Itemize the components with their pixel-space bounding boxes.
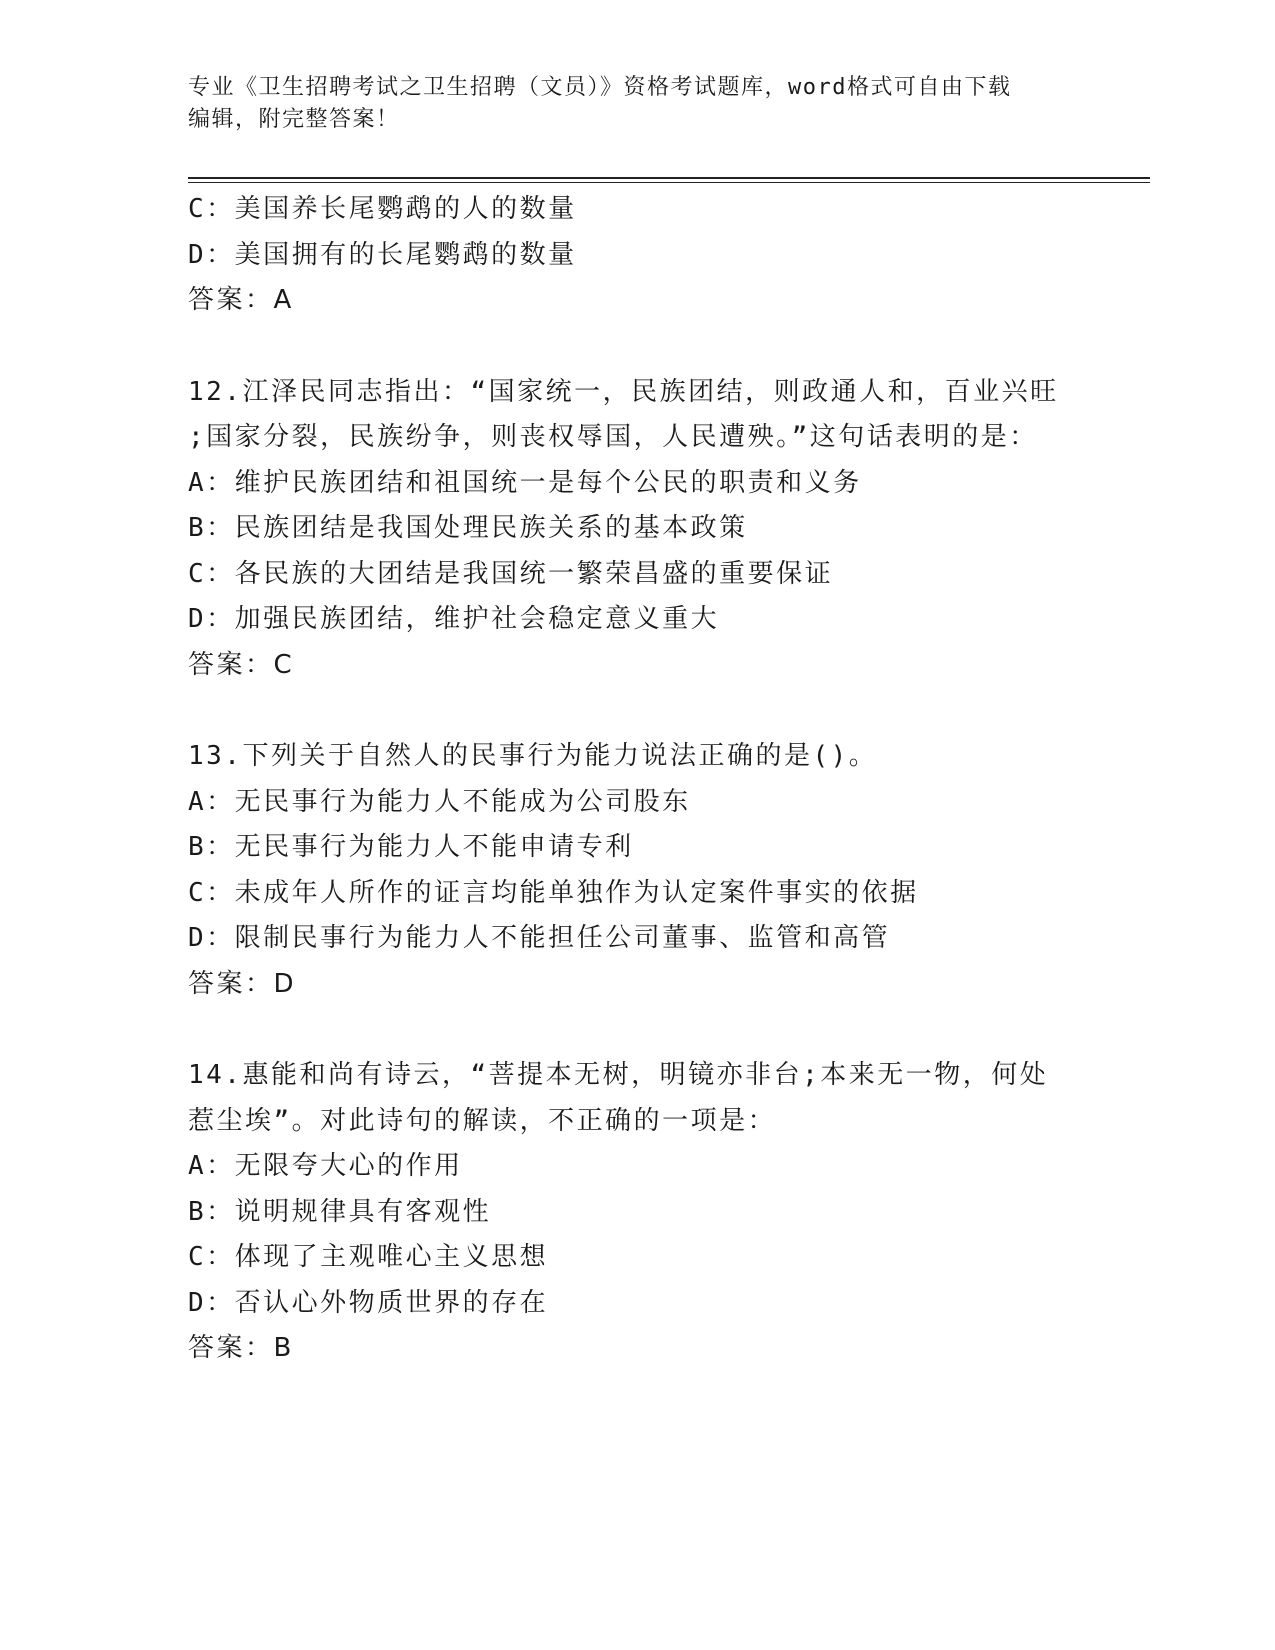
option-b: B：无民事行为能力人不能申请专利 [188, 832, 634, 862]
option-c: C：各民族的大团结是我国统一繁荣昌盛的重要保证 [188, 558, 834, 589]
spacer [188, 324, 1088, 370]
question-stem: ;国家分裂，民族纷争，则丧权辱国，人民遭殃。”这句话表明的是： [188, 422, 1038, 452]
option-a: A：维护民族团结和祖国统一是每个公民的职责和义务 [188, 467, 862, 498]
document-header [188, 72, 1088, 136]
question-stem: 惹尘埃”。对此诗句的解读，不正确的一项是： [188, 1105, 777, 1136]
answer-line: 答案：C [188, 649, 295, 680]
answer-line: 答案：A [188, 285, 294, 315]
question-13 [188, 734, 1088, 1007]
option-d: D：美国拥有的长尾鹦鹉的数量 [188, 239, 577, 270]
option-c: C：未成年人所作的证言均能单独作为认定案件事实的依据 [188, 877, 919, 908]
option-a: A：无限夸大心的作用 [188, 1151, 463, 1181]
option-c: C：体现了主观唯心主义思想 [188, 1242, 549, 1272]
question-stem: 14.惠能和尚有诗云，“菩提本无树，明镜亦非台;本来无一物，何处 [188, 1060, 1049, 1090]
header-divider-thick [188, 177, 1150, 179]
option-c: C：美国养长尾鹦鹉的人的数量 [188, 194, 577, 224]
option-d: D：否认心外物质世界的存在 [188, 1287, 549, 1318]
option-d: D：加强民族团结，维护社会稳定意义重大 [188, 604, 720, 634]
option-d: D：限制民事行为能力人不能担任公司董事、监管和高管 [188, 923, 891, 953]
option-a: A：无民事行为能力人不能成为公司股东 [188, 786, 691, 817]
answer-line: 答案：D [188, 968, 297, 999]
question-12 [188, 370, 1088, 689]
question-14 [188, 1053, 1088, 1372]
option-b: B：民族团结是我国处理民族关系的基本政策 [188, 513, 748, 543]
spacer [188, 688, 1088, 734]
header-divider-thin [188, 182, 1150, 183]
header-line-1: 专业《卫生招聘考试之卫生招聘（文员）》资格考试题库，word格式可自由下载 [188, 75, 1012, 100]
option-b: B：说明规律具有客观性 [188, 1196, 492, 1227]
answer-line: 答案：B [188, 1333, 294, 1363]
question-continued [188, 187, 1088, 324]
question-stem: 12.江泽民同志指出：“国家统一，民族团结，则政通人和，百业兴旺 [188, 376, 1059, 407]
question-stem: 13.下列关于自然人的民事行为能力说法正确的是()。 [188, 741, 878, 771]
question-list [188, 187, 1088, 1372]
spacer [188, 1007, 1088, 1053]
header-line-2: 编辑，附完整答案！ [188, 107, 400, 132]
